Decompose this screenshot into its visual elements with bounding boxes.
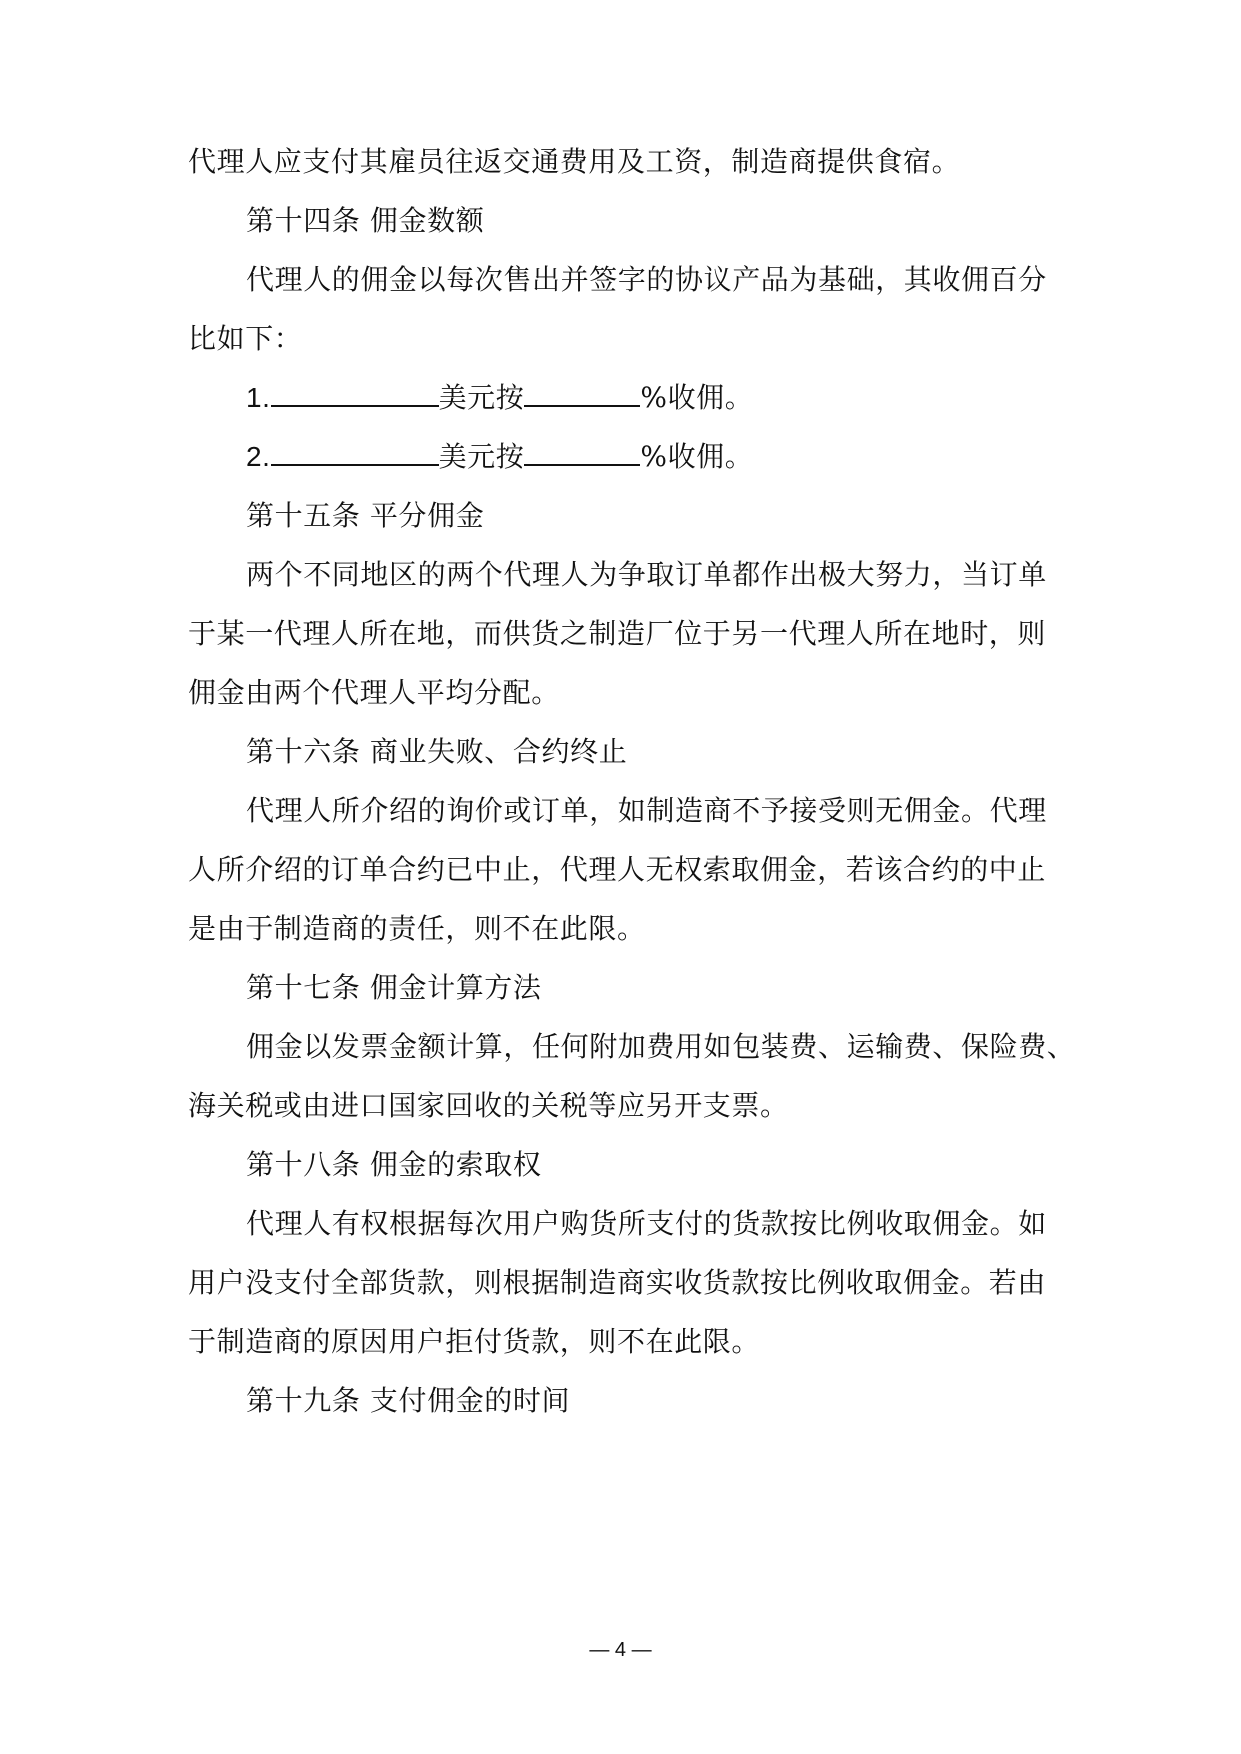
paragraph-line: 两个不同地区的两个代理人为争取订单都作出极大努力，当订单 bbox=[246, 558, 1047, 591]
rate-item-1 bbox=[246, 378, 1126, 418]
paragraph-line: 海关税或由进口国家回收的关税等应另开支票。 bbox=[188, 1089, 789, 1122]
article-heading-19: 第十九条 支付佣金的时间 bbox=[246, 1384, 571, 1417]
paragraph-line: 是由于制造商的责任，则不在此限。 bbox=[188, 912, 646, 945]
paragraph-line: 于制造商的原因用户拒付货款，则不在此限。 bbox=[188, 1325, 761, 1358]
article-heading-15: 第十五条 平分佣金 bbox=[246, 499, 485, 532]
page-number: — 4 — bbox=[589, 1639, 652, 1661]
rate-item-suffix: %收佣。 bbox=[640, 381, 754, 414]
paragraph-line: 用户没支付全部货款，则根据制造商实收货款按比例收取佣金。若由 bbox=[188, 1266, 1047, 1299]
paragraph-line: 佣金由两个代理人平均分配。 bbox=[188, 676, 560, 709]
rate-item-2 bbox=[246, 437, 1126, 477]
fill-in-blank[interactable] bbox=[271, 438, 439, 466]
article-heading-17: 第十七条 佣金计算方法 bbox=[246, 971, 542, 1004]
article-heading-14: 第十四条 佣金数额 bbox=[246, 204, 485, 237]
paragraph-line: 代理人有权根据每次用户购货所支付的货款按比例收取佣金。如 bbox=[246, 1207, 1047, 1240]
paragraph-line: 人所介绍的订单合约已中止，代理人无权索取佣金，若该合约的中止 bbox=[188, 853, 1047, 886]
fill-in-blank[interactable] bbox=[524, 379, 640, 407]
fill-in-blank[interactable] bbox=[524, 438, 640, 466]
paragraph-line: 代理人所介绍的询价或订单，如制造商不予接受则无佣金。代理 bbox=[246, 794, 1047, 827]
paragraph-line: 代理人的佣金以每次售出并签字的协议产品为基础，其收佣百分 bbox=[246, 263, 1047, 296]
paragraph-line: 佣金以发票金额计算，任何附加费用如包装费、运输费、保险费、 bbox=[246, 1030, 1076, 1063]
rate-item-text: 美元按 bbox=[438, 381, 525, 414]
article-heading-16: 第十六条 商业失败、合约终止 bbox=[246, 735, 628, 768]
paragraph-line: 比如下： bbox=[188, 322, 303, 355]
rate-item-number: 2. bbox=[246, 441, 271, 472]
rate-item-number: 1. bbox=[246, 382, 271, 413]
rate-item-suffix: %收佣。 bbox=[640, 440, 754, 473]
paragraph-line: 代理人应支付其雇员往返交通费用及工资，制造商提供食宿。 bbox=[188, 145, 961, 178]
rate-item-text: 美元按 bbox=[438, 440, 525, 473]
article-heading-18: 第十八条 佣金的索取权 bbox=[246, 1148, 542, 1181]
paragraph-line: 于某一代理人所在地，而供货之制造厂位于另一代理人所在地时，则 bbox=[188, 617, 1047, 650]
fill-in-blank[interactable] bbox=[271, 379, 439, 407]
